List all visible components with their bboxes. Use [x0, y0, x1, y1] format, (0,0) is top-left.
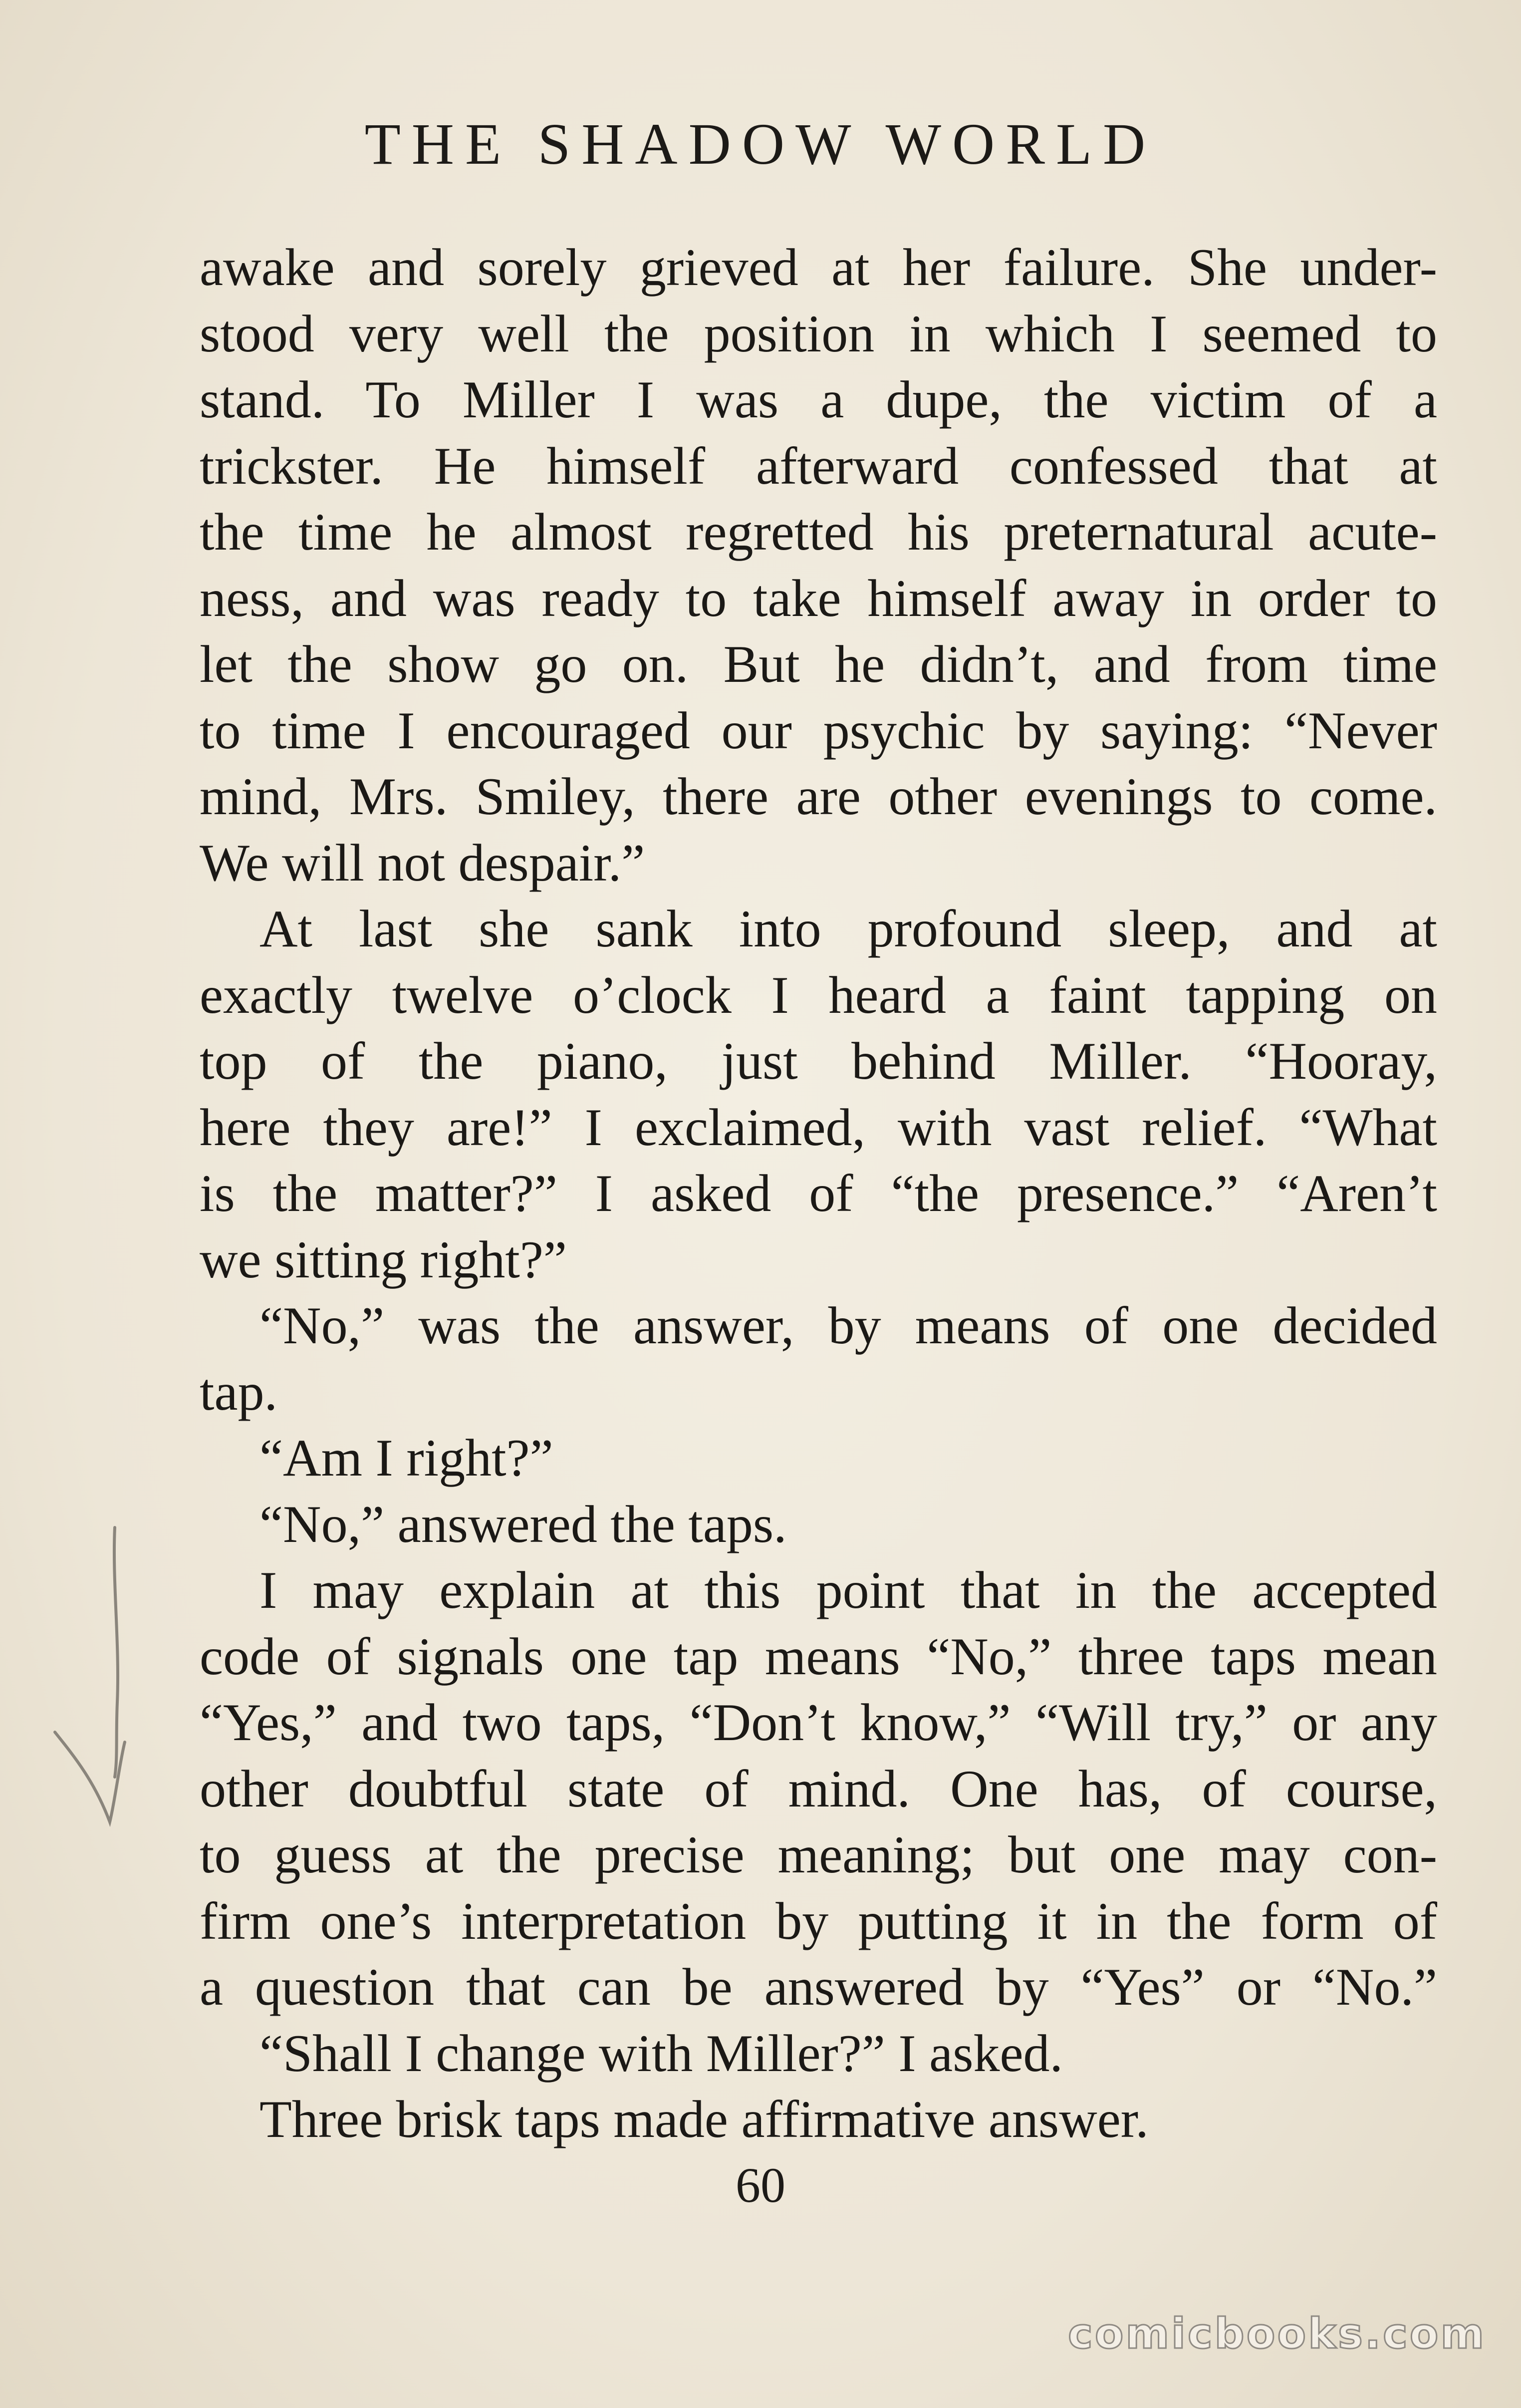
text-line: tap.: [200, 1362, 277, 1421]
text-line: awake and sorely grieved at her failure. She under-: [200, 238, 1437, 297]
watermark-logo: comicbooks.com: [1068, 2309, 1486, 2358]
text-line: We will not despair.”: [200, 833, 645, 892]
text-line: Three brisk taps made affirmative answer.: [259, 2090, 1149, 2148]
text-line: “No,” was the answer, by means of one decided: [259, 1296, 1437, 1355]
body-text: [200, 235, 1437, 2153]
text-line: a question that can be answered by “Yes” or “No.”: [200, 1958, 1437, 2016]
text-line: to guess at the precise meaning; but one may con-: [200, 1825, 1437, 1884]
text-line: to time I encouraged our psychic by saying: “Never: [200, 701, 1437, 760]
text-line: “Yes,” and two taps, “Don’t know,” “Will try,” or any: [200, 1693, 1437, 1752]
text-line: exactly twelve o’clock I heard a faint tapping on: [200, 965, 1437, 1024]
text-line: firm one’s interpretation by putting it in the form of: [200, 1891, 1437, 1950]
text-line: “Shall I change with Miller?” I asked.: [259, 2024, 1063, 2083]
text-line: I may explain at this point that in the accepted: [259, 1561, 1437, 1619]
text-line: “Am I right?”: [259, 1429, 553, 1487]
text-line: mind, Mrs. Smiley, there are other evenings to come.: [200, 767, 1437, 826]
text-line: here they are!” I exclaimed, with vast relief. “What: [200, 1098, 1437, 1157]
text-line: we sitting right?”: [200, 1230, 567, 1289]
text-line: the time he almost regretted his preternatural acute-: [200, 503, 1437, 561]
text-line: other doubtful state of mind. One has, of course,: [200, 1759, 1437, 1818]
text-line: trickster. He himself afterward confessed that at: [200, 436, 1437, 495]
pencil-margin-mark: [45, 1522, 145, 1852]
text-line: stand. To Miller I was a dupe, the victim of a: [200, 370, 1437, 429]
text-line: let the show go on. But he didn’t, and from time: [200, 635, 1437, 693]
text-line: “No,” answered the taps.: [259, 1495, 787, 1553]
text-line: stood very well the position in which I seemed to: [200, 304, 1437, 363]
page-number: 60: [736, 2157, 785, 2213]
text-line: At last she sank into profound sleep, and at: [259, 900, 1437, 958]
running-head: THE SHADOW WORLD: [364, 111, 1157, 177]
text-line: code of signals one tap means “No,” three taps mean: [200, 1627, 1437, 1686]
text-line: top of the piano, just behind Miller. “Hooray,: [200, 1032, 1437, 1090]
text-line: ness, and was ready to take himself away in order to: [200, 569, 1437, 627]
text-line: is the matter?” I asked of “the presence.” “Aren’t: [200, 1164, 1437, 1222]
